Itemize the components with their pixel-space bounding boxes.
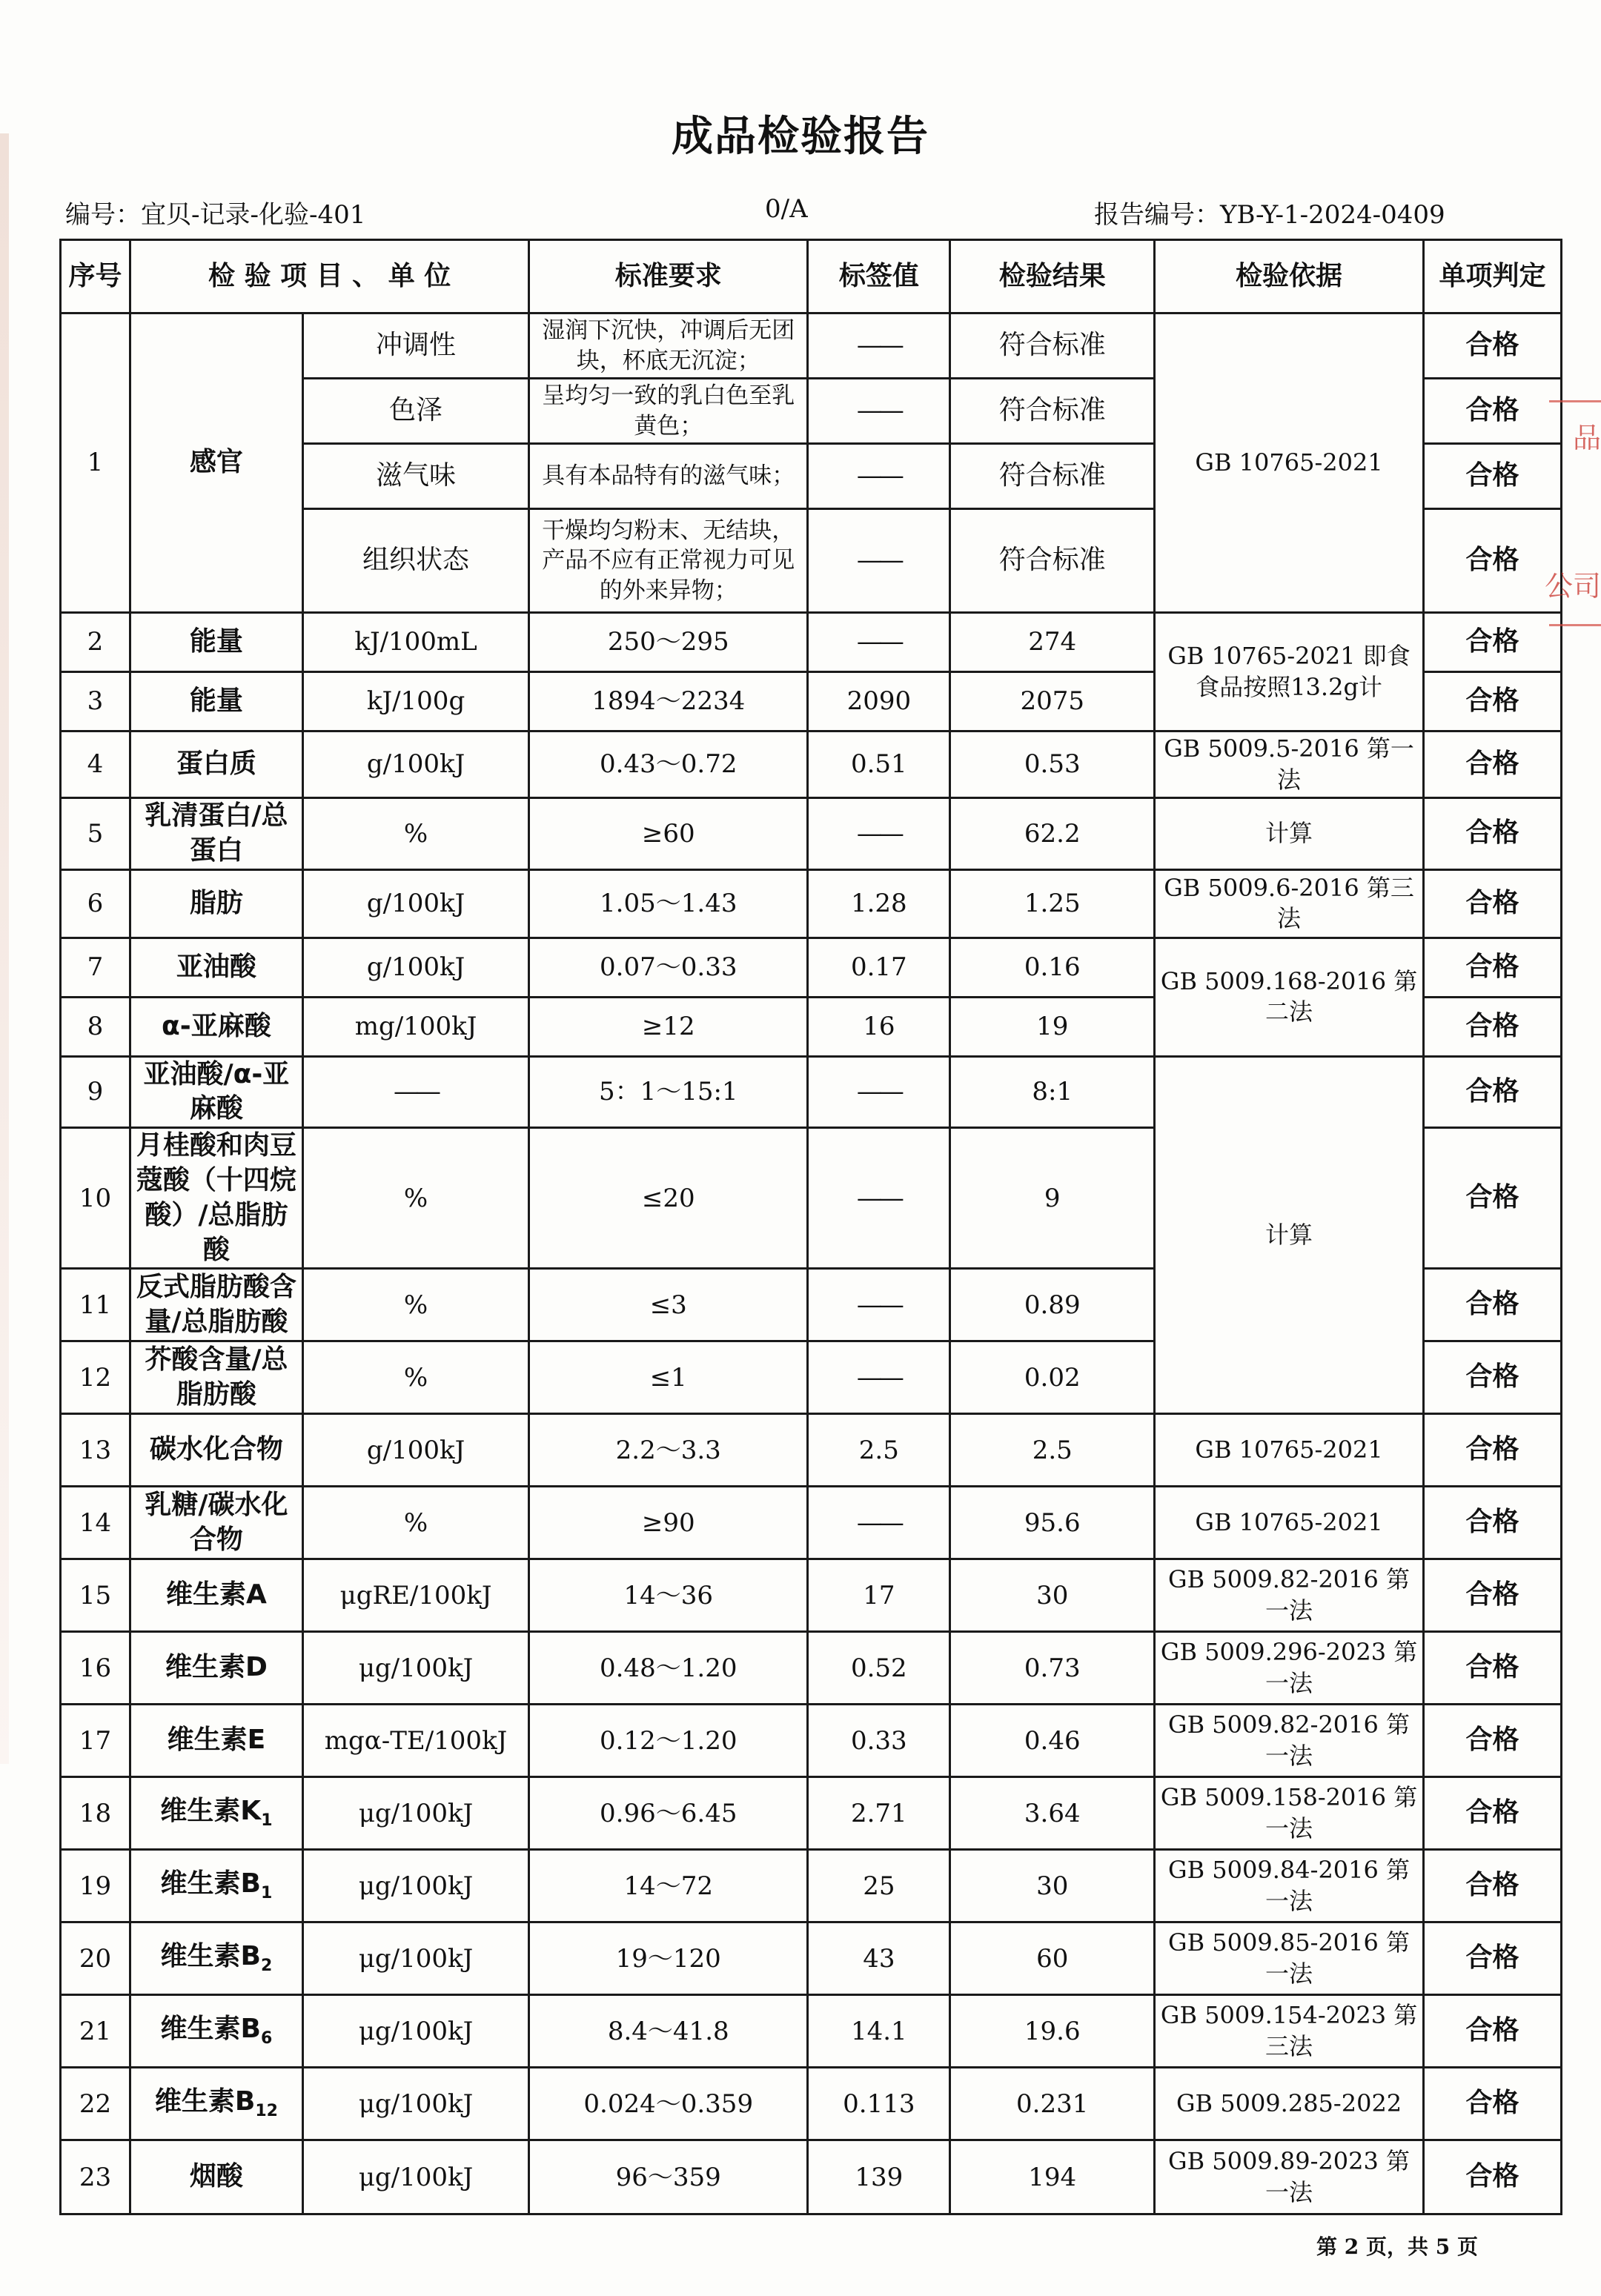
cell-seq: 18 <box>61 1777 130 1850</box>
cell-judgement: 合格 <box>1424 798 1562 870</box>
cell-unit: μgRE/100kJ <box>302 1559 528 1632</box>
cell-seq: 23 <box>61 2140 130 2214</box>
cell-basis: 计算 <box>1155 798 1424 870</box>
cell-judgement: 合格 <box>1424 1414 1562 1487</box>
header-standard: 标准要求 <box>529 240 808 313</box>
cell-basis: GB 5009.6-2016 第三法 <box>1155 869 1424 938</box>
cell-label: —— <box>808 313 950 379</box>
cell-label: 25 <box>808 1850 950 1922</box>
cell-judgement: 合格 <box>1424 1269 1562 1341</box>
cell-result: 2.5 <box>950 1414 1155 1487</box>
cell-standard: 0.96～6.45 <box>529 1777 808 1850</box>
cell-result: 30 <box>950 1559 1155 1632</box>
cell-label: 14.1 <box>808 1995 950 2068</box>
cell-standard: 250～295 <box>529 613 808 672</box>
cell-basis: GB 5009.168-2016 第二法 <box>1155 938 1424 1056</box>
cell-category: 感官 <box>130 313 302 613</box>
page-footer: 第 2 页，共 5 页 <box>1316 2234 1478 2259</box>
cell-seq: 3 <box>61 672 130 731</box>
cell-standard: 干燥均匀粉末、无结块，产品不应有正常视力可见的外来异物； <box>529 509 808 613</box>
cell-result: 60 <box>950 1922 1155 1995</box>
table-row <box>61 1487 1562 1559</box>
cell-result: 2075 <box>950 672 1155 731</box>
cell-label: —— <box>808 1487 950 1559</box>
cell-seq: 10 <box>61 1128 130 1269</box>
cell-item: 能量 <box>130 672 302 731</box>
cell-result: 0.46 <box>950 1705 1155 1777</box>
cell-judgement: 合格 <box>1424 1128 1562 1269</box>
cell-standard: 19～120 <box>529 1922 808 1995</box>
cell-judgement: 合格 <box>1424 2140 1562 2214</box>
scan-edge <box>0 133 9 1764</box>
cell-unit: kJ/100g <box>302 672 528 731</box>
cell-item: α-亚麻酸 <box>130 997 302 1056</box>
cell-seq: 8 <box>61 997 130 1056</box>
cell-basis: GB 5009.296-2023 第一法 <box>1155 1632 1424 1705</box>
cell-result: 3.64 <box>950 1777 1155 1850</box>
cell-label: 16 <box>808 997 950 1056</box>
cell-unit: μg/100kJ <box>302 2068 528 2140</box>
cell-unit: μg/100kJ <box>302 1922 528 1995</box>
table-row <box>61 938 1562 997</box>
header-seq: 序号 <box>61 240 130 313</box>
cell-judgement: 合格 <box>1424 1922 1562 1995</box>
table-row <box>61 1414 1562 1487</box>
cell-unit: μg/100kJ <box>302 1632 528 1705</box>
cell-result: 0.02 <box>950 1341 1155 1414</box>
cell-judgement: 合格 <box>1424 1705 1562 1777</box>
stamp-line-top <box>1549 400 1601 402</box>
cell-label: —— <box>808 1341 950 1414</box>
record-number: 编号：宜贝-记录-化验-401 <box>65 200 366 230</box>
cell-label: 0.33 <box>808 1705 950 1777</box>
cell-label: 43 <box>808 1922 950 1995</box>
table-row <box>61 1850 1562 1922</box>
cell-subitem: 滋气味 <box>302 444 528 509</box>
cell-judgement: 合格 <box>1424 1487 1562 1559</box>
cell-judgement: 合格 <box>1424 1056 1562 1128</box>
cell-judgement: 合格 <box>1424 2068 1562 2140</box>
cell-result: 符合标准 <box>950 509 1155 613</box>
table-header-row <box>61 240 1562 313</box>
cell-basis: GB 5009.158-2016 第一法 <box>1155 1777 1424 1850</box>
cell-item <box>130 1922 302 1995</box>
cell-basis: GB 10765-2021 即食食品按照13.2g计 <box>1155 613 1424 731</box>
cell-result: 0.231 <box>950 2068 1155 2140</box>
cell-result: 0.53 <box>950 731 1155 798</box>
cell-unit: g/100kJ <box>302 731 528 798</box>
cell-judgement: 合格 <box>1424 444 1562 509</box>
cell-result: 0.16 <box>950 938 1155 997</box>
stamp-fragment-top: 品 <box>1572 422 1601 454</box>
table-row <box>61 1995 1562 2068</box>
cell-item: 维生素E <box>130 1705 302 1777</box>
cell-label: —— <box>808 444 950 509</box>
cell-label: 1.28 <box>808 869 950 938</box>
cell-result: 符合标准 <box>950 313 1155 379</box>
cell-judgement: 合格 <box>1424 997 1562 1056</box>
cell-unit: kJ/100mL <box>302 613 528 672</box>
cell-subitem: 色泽 <box>302 379 528 444</box>
cell-seq: 19 <box>61 1850 130 1922</box>
cell-standard: 0.024～0.359 <box>529 2068 808 2140</box>
cell-result: 62.2 <box>950 798 1155 870</box>
cell-result: 0.89 <box>950 1269 1155 1341</box>
cell-seq: 6 <box>61 869 130 938</box>
cell-seq: 20 <box>61 1922 130 1995</box>
cell-seq: 21 <box>61 1995 130 2068</box>
table-row <box>61 1056 1562 1128</box>
cell-seq: 22 <box>61 2068 130 2140</box>
cell-seq: 16 <box>61 1632 130 1705</box>
cell-standard: 96～359 <box>529 2140 808 2214</box>
cell-item <box>130 1777 302 1850</box>
cell-subitem: 组织状态 <box>302 509 528 613</box>
cell-unit: μg/100kJ <box>302 1995 528 2068</box>
cell-unit: % <box>302 1487 528 1559</box>
cell-standard: ≤20 <box>529 1128 808 1269</box>
cell-label: —— <box>808 379 950 444</box>
cell-result: 30 <box>950 1850 1155 1922</box>
cell-result: 274 <box>950 613 1155 672</box>
cell-result: 19.6 <box>950 1995 1155 2068</box>
cell-item: 脂肪 <box>130 869 302 938</box>
cell-judgement: 合格 <box>1424 313 1562 379</box>
table-row <box>61 1632 1562 1705</box>
cell-standard: 具有本品特有的滋气味； <box>529 444 808 509</box>
report-number: 报告编号：YB-Y-1-2024-0409 <box>1094 200 1445 230</box>
table-row <box>61 1559 1562 1632</box>
cell-item <box>130 1850 302 1922</box>
header-label: 标签值 <box>808 240 950 313</box>
cell-standard: 0.43～0.72 <box>529 731 808 798</box>
item-name: 维生素B <box>160 2014 261 2045</box>
cell-basis: GB 5009.84-2016 第一法 <box>1155 1850 1424 1922</box>
table-row <box>61 2068 1562 2140</box>
cell-seq: 11 <box>61 1269 130 1341</box>
cell-standard: 0.48～1.20 <box>529 1632 808 1705</box>
cell-basis: GB 5009.285-2022 <box>1155 2068 1424 2140</box>
cell-result: 95.6 <box>950 1487 1155 1559</box>
cell-judgement: 合格 <box>1424 1632 1562 1705</box>
header-basis: 检验依据 <box>1155 240 1424 313</box>
header-result: 检验结果 <box>950 240 1155 313</box>
inspection-table <box>59 239 1562 2215</box>
cell-judgement: 合格 <box>1424 509 1562 613</box>
cell-standard: 1894～2234 <box>529 672 808 731</box>
item-subscript: 1 <box>260 1884 273 1903</box>
cell-seq: 12 <box>61 1341 130 1414</box>
stamp-fragment-bottom: 公司 <box>1544 570 1601 603</box>
table-row <box>61 613 1562 672</box>
cell-unit: μg/100kJ <box>302 2140 528 2214</box>
cell-standard: ≥90 <box>529 1487 808 1559</box>
cell-judgement: 合格 <box>1424 1559 1562 1632</box>
cell-label: 0.51 <box>808 731 950 798</box>
cell-label: 0.113 <box>808 2068 950 2140</box>
cell-seq: 5 <box>61 798 130 870</box>
cell-label: —— <box>808 509 950 613</box>
cell-label: 2.5 <box>808 1414 950 1487</box>
stamp-line-bottom <box>1549 624 1601 626</box>
cell-label: —— <box>808 613 950 672</box>
cell-result: 符合标准 <box>950 444 1155 509</box>
cell-judgement: 合格 <box>1424 1777 1562 1850</box>
cell-unit: —— <box>302 1056 528 1128</box>
cell-result: 19 <box>950 997 1155 1056</box>
table-row <box>61 1705 1562 1777</box>
cell-basis: GB 10765-2021 <box>1155 313 1424 613</box>
cell-standard: ≤3 <box>529 1269 808 1341</box>
cell-standard: 2.2～3.3 <box>529 1414 808 1487</box>
cell-standard: 14～36 <box>529 1559 808 1632</box>
cell-judgement: 合格 <box>1424 938 1562 997</box>
cell-label: 17 <box>808 1559 950 1632</box>
item-subscript: 6 <box>260 2029 273 2048</box>
cell-seq: 2 <box>61 613 130 672</box>
cell-seq: 13 <box>61 1414 130 1487</box>
cell-judgement: 合格 <box>1424 731 1562 798</box>
cell-standard: 8.4～41.8 <box>529 1995 808 2068</box>
item-name: 维生素B <box>160 1868 261 1899</box>
cell-standard: ≥12 <box>529 997 808 1056</box>
cell-item: 乳糖/碳水化合物 <box>130 1487 302 1559</box>
cell-standard: 0.12～1.20 <box>529 1705 808 1777</box>
cell-judgement: 合格 <box>1424 1850 1562 1922</box>
cell-item: 蛋白质 <box>130 731 302 798</box>
item-subscript: 1 <box>261 1811 273 1831</box>
cell-label: 2090 <box>808 672 950 731</box>
cell-item: 碳水化合物 <box>130 1414 302 1487</box>
cell-unit: g/100kJ <box>302 869 528 938</box>
cell-item: 乳清蛋白/总蛋白 <box>130 798 302 870</box>
cell-basis: GB 5009.5-2016 第一法 <box>1155 731 1424 798</box>
cell-standard: 5：1～15:1 <box>529 1056 808 1128</box>
cell-label: —— <box>808 1269 950 1341</box>
cell-basis: 计算 <box>1155 1056 1424 1414</box>
cell-item <box>130 2068 302 2140</box>
cell-judgement: 合格 <box>1424 1341 1562 1414</box>
cell-result: 符合标准 <box>950 379 1155 444</box>
cell-basis: GB 10765-2021 <box>1155 1487 1424 1559</box>
cell-unit: % <box>302 1269 528 1341</box>
item-name: 维生素B <box>160 1941 261 1972</box>
cell-item: 维生素A <box>130 1559 302 1632</box>
cell-label: —— <box>808 798 950 870</box>
version-number: 0/A <box>765 194 808 224</box>
item-subscript: 12 <box>255 2102 278 2121</box>
cell-basis: GB 5009.85-2016 第一法 <box>1155 1922 1424 1995</box>
cell-unit: mgα-TE/100kJ <box>302 1705 528 1777</box>
cell-label: —— <box>808 1056 950 1128</box>
cell-seq: 17 <box>61 1705 130 1777</box>
cell-basis: GB 5009.82-2016 第一法 <box>1155 1559 1424 1632</box>
cell-seq: 1 <box>61 313 130 613</box>
cell-unit: g/100kJ <box>302 1414 528 1487</box>
cell-result: 9 <box>950 1128 1155 1269</box>
cell-label: 0.52 <box>808 1632 950 1705</box>
cell-basis: GB 10765-2021 <box>1155 1414 1424 1487</box>
cell-standard: 14～72 <box>529 1850 808 1922</box>
item-subscript: 2 <box>260 1957 273 1976</box>
page-title: 成品检验报告 <box>672 113 929 161</box>
cell-item: 亚油酸/α-亚麻酸 <box>130 1056 302 1128</box>
cell-item: 能量 <box>130 613 302 672</box>
cell-result: 194 <box>950 2140 1155 2214</box>
header-judgement: 单项判定 <box>1424 240 1562 313</box>
header-item-unit: 检 验 项 目 、 单 位 <box>130 240 528 313</box>
table-row <box>61 313 1562 379</box>
cell-unit: μg/100kJ <box>302 1850 528 1922</box>
cell-result: 0.73 <box>950 1632 1155 1705</box>
cell-item: 反式脂肪酸含量/总脂肪酸 <box>130 1269 302 1341</box>
cell-item: 维生素D <box>130 1632 302 1705</box>
cell-seq: 9 <box>61 1056 130 1128</box>
cell-seq: 15 <box>61 1559 130 1632</box>
cell-standard: ≤1 <box>529 1341 808 1414</box>
cell-judgement: 合格 <box>1424 672 1562 731</box>
cell-standard: 呈均匀一致的乳白色至乳黄色； <box>529 379 808 444</box>
table-row <box>61 1922 1562 1995</box>
table-row <box>61 1777 1562 1850</box>
cell-unit: μg/100kJ <box>302 1777 528 1850</box>
table-row <box>61 869 1562 938</box>
cell-seq: 4 <box>61 731 130 798</box>
cell-unit: % <box>302 1341 528 1414</box>
cell-item: 月桂酸和肉豆蔻酸（十四烷酸）/总脂肪酸 <box>130 1128 302 1269</box>
cell-label: 139 <box>808 2140 950 2214</box>
cell-standard: ≥60 <box>529 798 808 870</box>
cell-unit: % <box>302 798 528 870</box>
cell-item: 烟酸 <box>130 2140 302 2214</box>
cell-label: 2.71 <box>808 1777 950 1850</box>
item-name: 维生素K <box>160 1796 262 1827</box>
cell-unit: mg/100kJ <box>302 997 528 1056</box>
cell-judgement: 合格 <box>1424 869 1562 938</box>
cell-unit: g/100kJ <box>302 938 528 997</box>
table-row <box>61 798 1562 870</box>
table-row <box>61 2140 1562 2214</box>
table-row <box>61 731 1562 798</box>
cell-item <box>130 1995 302 2068</box>
cell-result: 1.25 <box>950 869 1155 938</box>
cell-judgement: 合格 <box>1424 1995 1562 2068</box>
cell-label: —— <box>808 1128 950 1269</box>
cell-item: 亚油酸 <box>130 938 302 997</box>
cell-basis: GB 5009.89-2023 第一法 <box>1155 2140 1424 2214</box>
cell-unit: % <box>302 1128 528 1269</box>
cell-standard: 湿润下沉快，冲调后无团块，杯底无沉淀； <box>529 313 808 379</box>
cell-seq: 14 <box>61 1487 130 1559</box>
cell-judgement: 合格 <box>1424 379 1562 444</box>
cell-item: 芥酸含量/总脂肪酸 <box>130 1341 302 1414</box>
cell-basis: GB 5009.154-2023 第三法 <box>1155 1995 1424 2068</box>
item-name: 维生素B <box>154 2086 256 2117</box>
cell-basis: GB 5009.82-2016 第一法 <box>1155 1705 1424 1777</box>
cell-judgement: 合格 <box>1424 613 1562 672</box>
cell-standard: 0.07～0.33 <box>529 938 808 997</box>
cell-subitem: 冲调性 <box>302 313 528 379</box>
cell-seq: 7 <box>61 938 130 997</box>
cell-result: 8:1 <box>950 1056 1155 1128</box>
cell-label: 0.17 <box>808 938 950 997</box>
cell-standard: 1.05～1.43 <box>529 869 808 938</box>
